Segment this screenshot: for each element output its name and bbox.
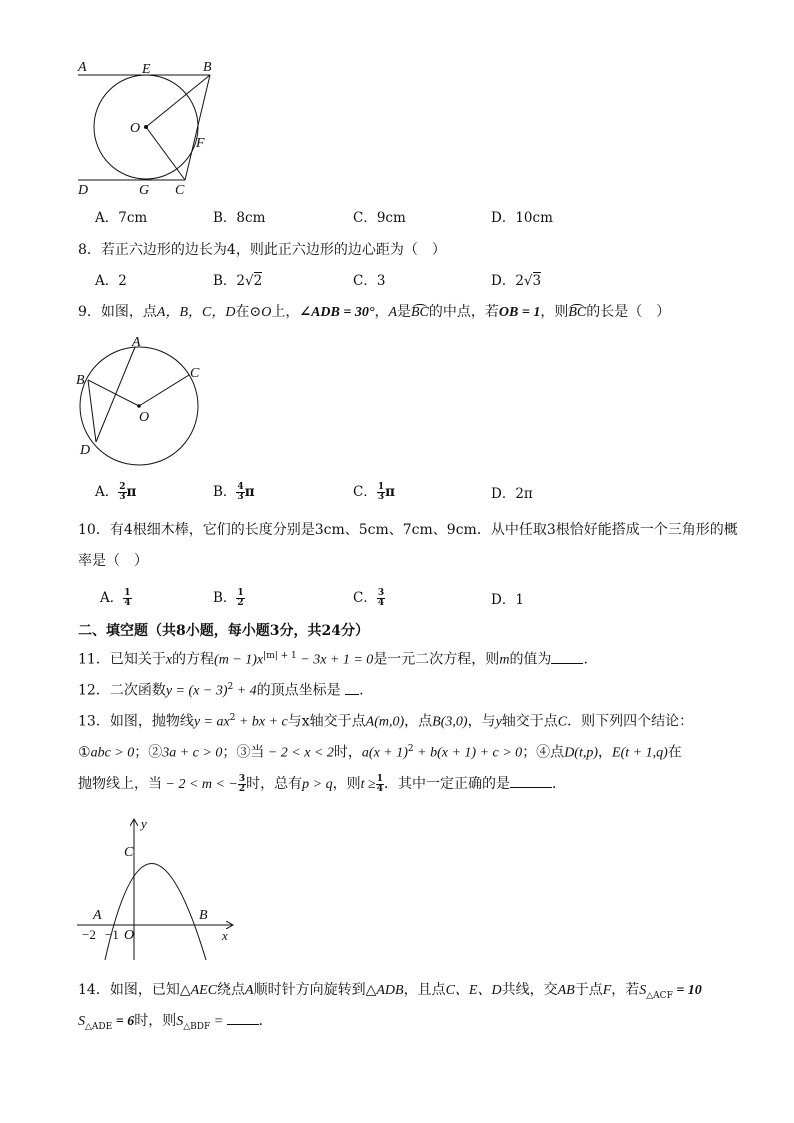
q13-eq: p > q (302, 777, 333, 792)
q11-text: . (583, 651, 588, 668)
q14-text: ，且点 (403, 982, 446, 998)
q9-text: 的长是（ ） (586, 304, 671, 320)
q13-eq: + bx + c (235, 714, 288, 730)
label-C: C (124, 845, 134, 860)
q10-option-a (100, 588, 132, 608)
label-O: O (139, 410, 150, 425)
denominator: 2 (238, 783, 246, 794)
q9-circle-o: O (261, 305, 272, 320)
q13-eq: t ≥ (360, 777, 376, 792)
q8-option-c: C．3 (353, 273, 386, 289)
pi: π (244, 484, 255, 500)
q14-text: 绕点 (217, 982, 246, 998)
q13-eq: 3a + c > 0 (162, 745, 223, 761)
q7-option-d: D．10cm (491, 210, 553, 226)
numerator: 1 (376, 773, 383, 784)
q13-point-a: A(m,0) (365, 714, 405, 730)
q14-text: ，若 (611, 982, 640, 998)
q8-d-prefix: D．2 (491, 273, 524, 289)
q14-area-sub: △ADE (85, 1021, 113, 1032)
numerator: 2 (119, 482, 126, 492)
q13-text: ；② (134, 744, 163, 761)
label-D: D (80, 443, 91, 458)
fraction (123, 589, 131, 608)
fraction (236, 483, 244, 502)
q14-area: S (176, 1014, 184, 1029)
q8-stem: 8．若正六边形的边长为4，则此正六边形的边心距为（ ） (78, 242, 446, 258)
q9-text: 上， (271, 304, 300, 320)
q13-text: 与x轴交于点 (287, 713, 366, 730)
q9-option-c (353, 482, 395, 502)
q11-text: 是一元二次方程，则 (373, 651, 500, 668)
q9-stem (78, 302, 670, 323)
q14-eq: = (210, 1014, 227, 1029)
answer-blank[interactable] (551, 662, 583, 664)
option-label: B． (213, 590, 237, 606)
q13-parabola-figure (72, 812, 242, 964)
q9-angle: ∠ADB = 30° (299, 305, 375, 320)
q14-triangle-adb: △ADB (365, 983, 404, 998)
q14-area-sub: △ACF (646, 990, 673, 1001)
q14-area-sub: △BDF (183, 1021, 211, 1032)
label-B: B (203, 60, 212, 75)
tick-minus-2: −2 (82, 927, 96, 942)
q8-b-radicand: 2 (253, 273, 263, 289)
q11-stem (78, 646, 588, 671)
label-A: A (93, 908, 102, 923)
fraction (377, 589, 385, 608)
label-B: B (76, 373, 85, 388)
denominator: 4 (377, 598, 385, 608)
q13-text: 13．如图，抛物线 (78, 713, 194, 730)
q13-text: ，则 (332, 776, 361, 792)
q7-option-b: B．8cm (213, 210, 266, 226)
var-x: x (165, 652, 173, 668)
q9-points: A，B，C，D (156, 305, 236, 320)
label-y: y (141, 816, 147, 831)
fraction (376, 775, 384, 794)
q9-text: 是 (397, 304, 411, 320)
q14-eq: = 10 (672, 983, 702, 998)
q13-text: 时，总有 (246, 776, 303, 792)
var-m: m (499, 652, 510, 668)
fraction (238, 775, 246, 794)
q14-line2 (78, 1011, 273, 1037)
label-C: C (190, 366, 200, 381)
label-A: A (78, 60, 87, 75)
q11-exponent: |m| + 1 (263, 651, 297, 661)
q9-arc-bc: BC (411, 305, 429, 320)
q13-point-b: B(3,0) (432, 714, 468, 730)
q11-text: 11．已知关于 (78, 651, 166, 668)
q9-text: 9．如图，点 (78, 304, 157, 320)
label-C: C (175, 183, 185, 198)
q13-text: ．则下列四个结论： (567, 713, 694, 730)
q13-eq: − 2 < x < 2 (264, 745, 334, 761)
numerator: 4 (237, 482, 244, 492)
fraction (118, 483, 126, 502)
q14-text: 于点 (574, 982, 603, 998)
denominator: 2 (237, 598, 244, 608)
q13-var-y: y (495, 714, 502, 730)
denominator: 4 (376, 783, 383, 794)
option-label: B． (213, 484, 237, 500)
q11-text: 的方程 (172, 651, 215, 668)
q13-line3 (78, 774, 566, 795)
q13-text: 抛物线上，当 (78, 776, 162, 792)
denominator: 3 (237, 492, 244, 502)
q13-text: 时， (333, 744, 362, 761)
q11-equation: (m − 1)x (214, 652, 264, 668)
q14-area: S (78, 1014, 85, 1029)
q7-figure (70, 55, 230, 200)
q8-b-prefix: B．2 (213, 273, 246, 289)
label-E: E (142, 62, 151, 77)
q12-exponent: 2 (227, 682, 234, 692)
q12-equation: + 4 (233, 683, 257, 699)
fraction (377, 483, 385, 502)
q14-point-a: A (245, 983, 254, 998)
q9-text: 的中点，若 (428, 304, 499, 320)
numerator: 1 (237, 588, 244, 598)
q13-eq: abc > 0 (90, 745, 135, 761)
q14-triangle-aec: △AEC (179, 983, 218, 998)
pi: π (385, 484, 395, 500)
option-label: C． (353, 590, 377, 606)
q9-figure (72, 332, 212, 467)
q14-text: 顺时针方向旋转到 (253, 982, 366, 998)
sqrt-symbol: √ (523, 273, 533, 289)
q14-line1 (78, 980, 702, 1006)
q13-eq: + b(x + 1) + c > 0 (413, 745, 523, 761)
q8-option-a: A．2 (95, 273, 127, 289)
label-A: A (132, 335, 141, 350)
q13-point-e: E(t + 1,q) (612, 745, 668, 761)
q14-segment-ab: AB (557, 983, 575, 998)
q9-text: ，则 (540, 304, 569, 320)
q13-text: ；④点 (522, 744, 565, 761)
q14-eq: = 6 (112, 1014, 135, 1029)
q12-text: 的顶点坐标是 (256, 682, 346, 699)
label-O: O (124, 928, 135, 943)
q13-text: ． (551, 776, 566, 792)
q7-option-c: C．9cm (353, 210, 406, 226)
q13-text: ，与 (467, 713, 496, 730)
q13-text: ， (598, 744, 613, 761)
denominator: 3 (119, 492, 126, 502)
q10-stem-line2: 率是（ ） (78, 553, 148, 569)
q14-text: 14．如图，已知 (78, 982, 180, 998)
q9-option-b (213, 482, 255, 502)
label-F: F (196, 136, 205, 151)
q8-option-d (491, 271, 541, 291)
q10-option-d: D．1 (491, 592, 524, 608)
denominator: 3 (377, 492, 385, 502)
tick-minus-1: −1 (105, 927, 119, 942)
q11-text: 的值为 (509, 651, 552, 668)
q13-exp: 2 (229, 713, 236, 723)
option-label: A． (95, 484, 119, 500)
label-D: D (78, 183, 89, 198)
q13-eq: y = ax (193, 714, 230, 730)
q14-point-f: F (602, 983, 612, 998)
q10-option-c (353, 588, 385, 608)
numerator: 3 (377, 588, 385, 598)
numerator: 3 (238, 773, 246, 784)
answer-blank[interactable] (510, 786, 552, 788)
option-label: C． (353, 484, 377, 500)
q10-stem-line1: 10．有4根细木棒，它们的长度分别是3cm、5cm、7cm、9cm．从中任取3根恰好能搭成一个三角形的概 (78, 522, 738, 538)
label-B: B (199, 908, 208, 923)
sqrt-symbol: √ (245, 273, 254, 289)
q12-equation: y = (x − 3) (165, 683, 228, 699)
q9-option-a (95, 482, 136, 502)
q13-line2 (78, 739, 682, 764)
q13-point-d: D(t,p) (564, 745, 599, 761)
q13-line1 (78, 708, 693, 733)
answer-blank[interactable] (227, 1023, 259, 1025)
q13-text: ；③当 (222, 744, 265, 761)
q14-text: 共线，交 (501, 982, 558, 998)
q13-text: ① (78, 744, 91, 761)
numerator: 1 (377, 482, 385, 492)
option-label: A． (100, 590, 124, 606)
label-G: G (139, 183, 150, 198)
q12-text: 12．二次函数 (78, 682, 166, 699)
section-2-header: 二、填空题（共8小题，每小题3分，共24分） (78, 623, 369, 639)
q8-d-radicand: 3 (532, 273, 542, 289)
q14-area: S (639, 983, 647, 998)
answer-blank[interactable] (345, 693, 359, 695)
q13-text: ．其中一定正确的是 (383, 776, 510, 792)
q12-text: . (359, 682, 364, 699)
denominator: 4 (124, 598, 131, 608)
label-O: O (130, 121, 141, 136)
q13-point-c: C (557, 714, 568, 730)
q8-option-b (213, 271, 262, 291)
q11-equation: − 3x + 1 = 0 (296, 652, 374, 668)
q9-arc-bc: BC (568, 305, 587, 320)
q13-text: 在 (667, 744, 682, 761)
q13-eq: a(x + 1) (361, 745, 408, 761)
q9-text: ， (374, 304, 389, 320)
q12-stem (78, 677, 364, 702)
q14-points: C、E、D (445, 983, 502, 998)
pi: π (126, 484, 137, 500)
q9-text: 在⊙ (235, 304, 262, 320)
q14-text: 时，则 (134, 1013, 177, 1029)
q9-ob: OB = 1 (498, 305, 541, 320)
q7-option-a: A．7cm (95, 210, 148, 226)
q13-text: 轴交于点 (501, 713, 558, 730)
q13-text: ，点 (404, 713, 433, 730)
q10-option-b (213, 588, 245, 608)
q9-point-a: A (388, 305, 397, 320)
q14-text: ． (258, 1013, 273, 1029)
fraction (236, 589, 244, 608)
q9-option-d: D．2π (491, 486, 533, 502)
label-x: x (222, 928, 228, 943)
q13-eq: − 2 < m < − (162, 777, 238, 792)
numerator: 1 (124, 588, 131, 598)
q13-exp: 2 (407, 744, 414, 754)
